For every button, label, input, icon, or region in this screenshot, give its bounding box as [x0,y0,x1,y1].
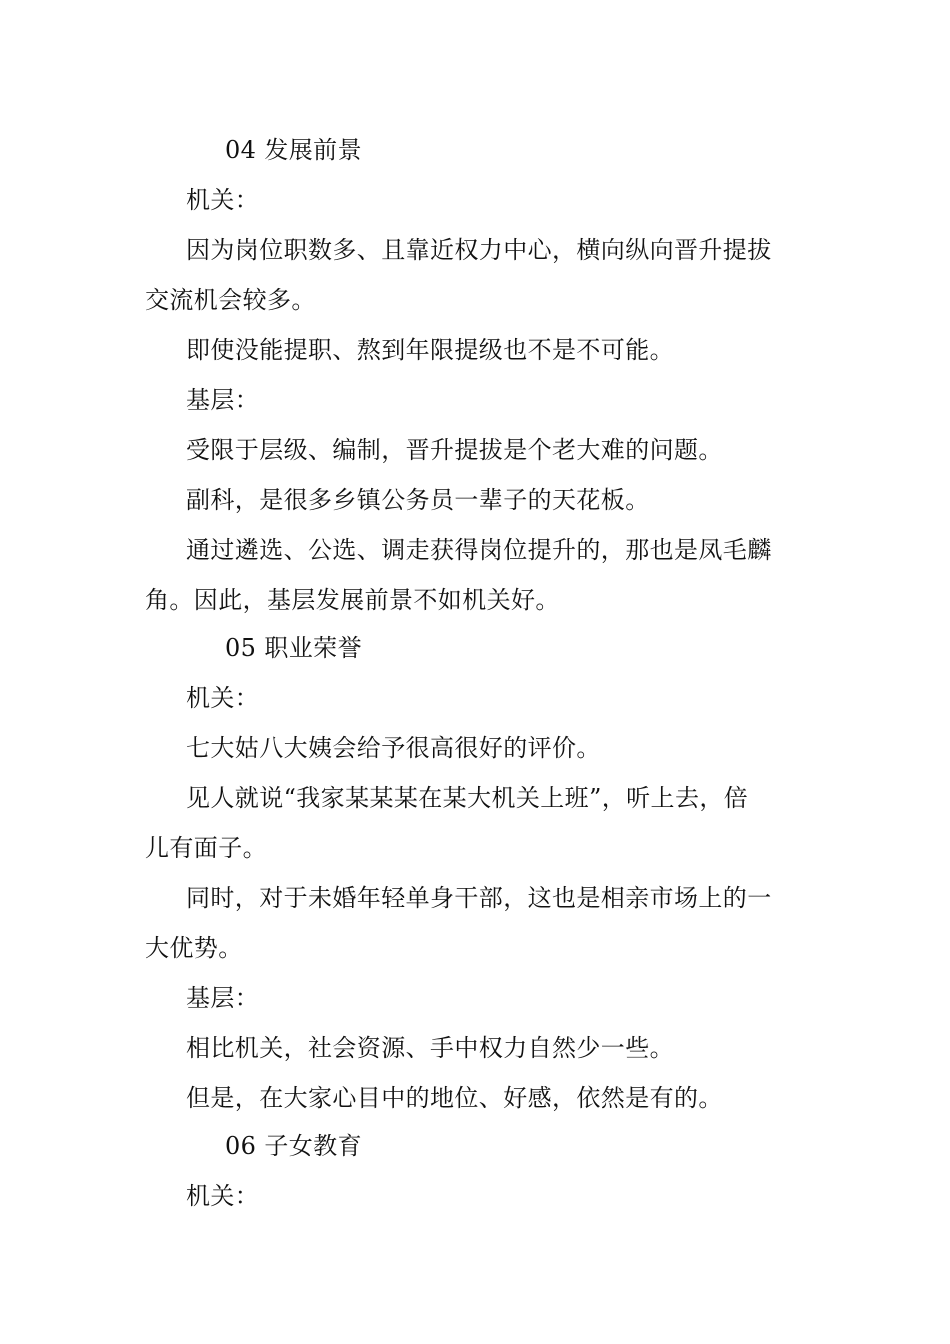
paragraph-line: 见人就说“我家某某某在某大机关上班”，听上去，倍 [186,784,749,812]
subheading-grassroots: 基层： [186,984,260,1012]
section-heading-05: 05 职业荣誉 [225,634,362,662]
subheading-organ: 机关： [186,186,260,214]
paragraph-line: 交流机会较多。 [145,286,316,314]
paragraph-line: 同时，对于未婚年轻单身干部，这也是相亲市场上的一 [186,884,772,912]
paragraph-line: 受限于层级、编制，晋升提拔是个老大难的问题。 [186,436,723,464]
section-heading-06: 06 子女教育 [225,1132,362,1160]
subheading-organ: 机关： [186,684,260,712]
section-heading-04: 04 发展前景 [225,136,362,164]
paragraph-line: 但是，在大家心目中的地位、好感，依然是有的。 [186,1084,723,1112]
subheading-grassroots: 基层： [186,386,260,414]
paragraph-line: 七大姑八大姨会给予很高很好的评价。 [186,734,601,762]
paragraph-line: 即使没能提职、熬到年限提级也不是不可能。 [186,336,674,364]
paragraph-line: 大优势。 [145,934,243,962]
paragraph-line: 角。因此，基层发展前景不如机关好。 [145,586,560,614]
paragraph-line: 副科，是很多乡镇公务员一辈子的天花板。 [186,486,650,514]
subheading-organ: 机关： [186,1182,260,1210]
paragraph-line: 儿有面子。 [145,834,267,862]
paragraph-line: 因为岗位职数多、且靠近权力中心，横向纵向晋升提拔 [186,236,772,264]
paragraph-line: 通过遴选、公选、调走获得岗位提升的，那也是凤毛麟 [186,536,772,564]
paragraph-line: 相比机关，社会资源、手中权力自然少一些。 [186,1034,674,1062]
